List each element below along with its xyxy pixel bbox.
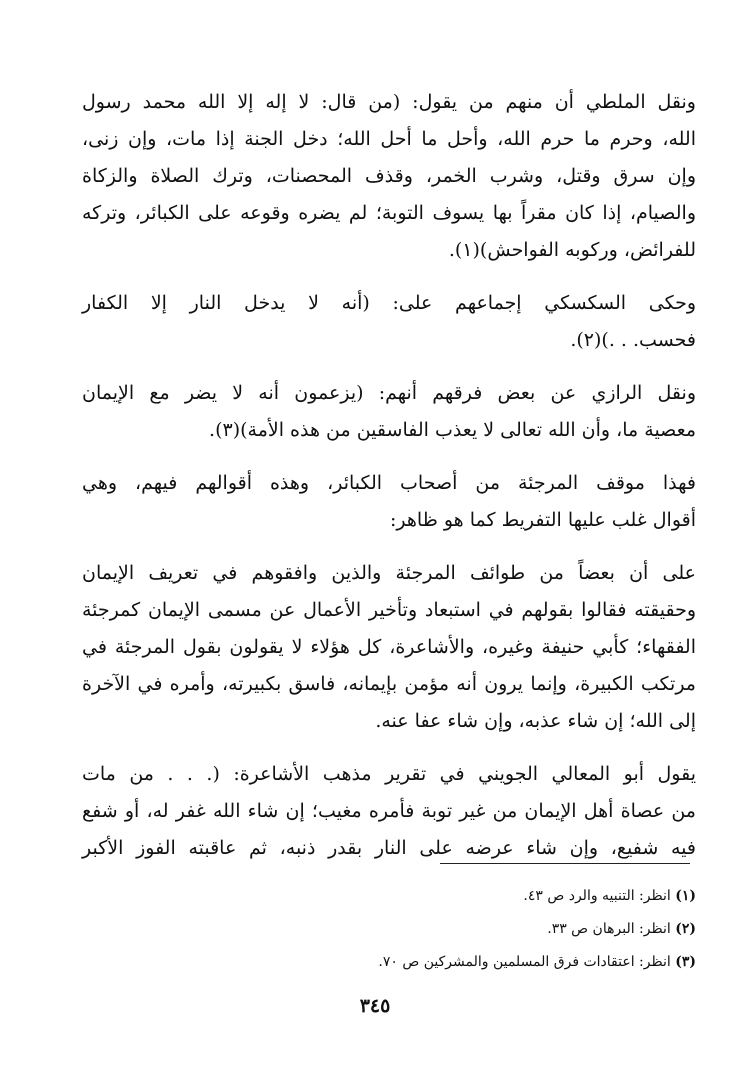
footnote-number: (١) xyxy=(675,888,696,904)
text-line: والصيام، إذا كان مقراً بها يسوف التوبة؛ لم يضره وقوعه على الكبائر، وتركه xyxy=(82,202,696,224)
text-line: يقول أبو المعالي الجويني في تقرير مذهب الأشاعرة: (. . . من مات xyxy=(82,763,696,785)
footnote-1 xyxy=(200,880,696,913)
text-line: الله، وحرم ما حرم الله، وأحل ما أحل الله؛ دخل الجنة إذا مات، وإن زنى، xyxy=(82,128,696,150)
footnote-2 xyxy=(200,913,696,946)
text-line: فيه شفيع، وإن شاء عرضه على النار بقدر ذنبه، ثم عاقبته الفوز الأكبر xyxy=(82,837,696,859)
text-line: الفقهاء؛ كأبي حنيفة وغيره، والأشاعرة، كل هؤلاء لا يقولون بقول المرجئة في xyxy=(82,636,696,658)
footnote-number: (٣) xyxy=(675,954,696,970)
text-line: فهذا موقف المرجئة من أصحاب الكبائر، وهذه أقوالهم فيهم، وهي xyxy=(82,472,696,494)
text-line: إلى الله؛ إن شاء عذبه، وإن شاء عفا عنه. xyxy=(375,710,696,732)
footnotes xyxy=(200,880,696,979)
paragraph-1 xyxy=(82,84,696,269)
text-line: على أن بعضاً من طوائف المرجئة والذين وافقوهم في تعريف الإيمان xyxy=(82,562,696,584)
page-number: ٣٤٥ xyxy=(359,995,391,1017)
footnote-text: انظر: اعتقادات فرق المسلمين والمشركين ص ٧٠. xyxy=(378,954,671,970)
paragraph-2 xyxy=(82,285,696,359)
text-line: فحسب. . .)(٢). xyxy=(570,329,696,351)
text-line: من عصاة أهل الإيمان من غير توبة فأمره مغيب؛ إن شاء الله غفر له، أو شفع xyxy=(82,800,696,822)
text-line: ونقل الملطي أن منهم من يقول: (من قال: لا إله إلا الله محمد رسول xyxy=(82,91,696,113)
footnote-divider xyxy=(440,863,690,864)
text-line: للفرائض، وركوبه الفواحش)(١). xyxy=(448,239,696,261)
footnote-number: (٢) xyxy=(675,921,696,937)
paragraph-6 xyxy=(82,756,696,867)
text-line: وإن سرق وقتل، وشرب الخمر، وقذف المحصنات، وترك الصلاة والزكاة xyxy=(82,165,696,187)
text-line: وحكى السكسكي إجماعهم على: (أنه لا يدخل النار إلا الكفار xyxy=(82,292,696,314)
footnote-3 xyxy=(200,946,696,979)
text-line: وحقيقته فقالوا بقولهم في استبعاد وتأخير الأعمال عن مسمى الإيمان كمرجئة xyxy=(82,599,696,621)
main-text xyxy=(82,84,696,883)
text-line: مرتكب الكبيرة، وإنما يرون أنه مؤمن بإيمانه، فاسق بكبيرته، وأمره في الآخرة xyxy=(82,673,696,695)
paragraph-4 xyxy=(82,465,696,539)
paragraph-5 xyxy=(82,555,696,740)
text-line: ونقل الرازي عن بعض فرقهم أنهم: (يزعمون أنه لا يضر مع الإيمان xyxy=(82,382,696,404)
footnote-text: انظر: التنبيه والرد ص ٤٣. xyxy=(523,888,671,904)
text-line: معصية ما، وأن الله تعالى لا يعذب الفاسقين من هذه الأمة)(٣). xyxy=(209,419,696,441)
text-line: أقوال غلب عليها التفريط كما هو ظاهر: xyxy=(390,509,696,531)
footnote-text: انظر: البرهان ص ٣٣. xyxy=(547,921,671,937)
paragraph-3 xyxy=(82,375,696,449)
